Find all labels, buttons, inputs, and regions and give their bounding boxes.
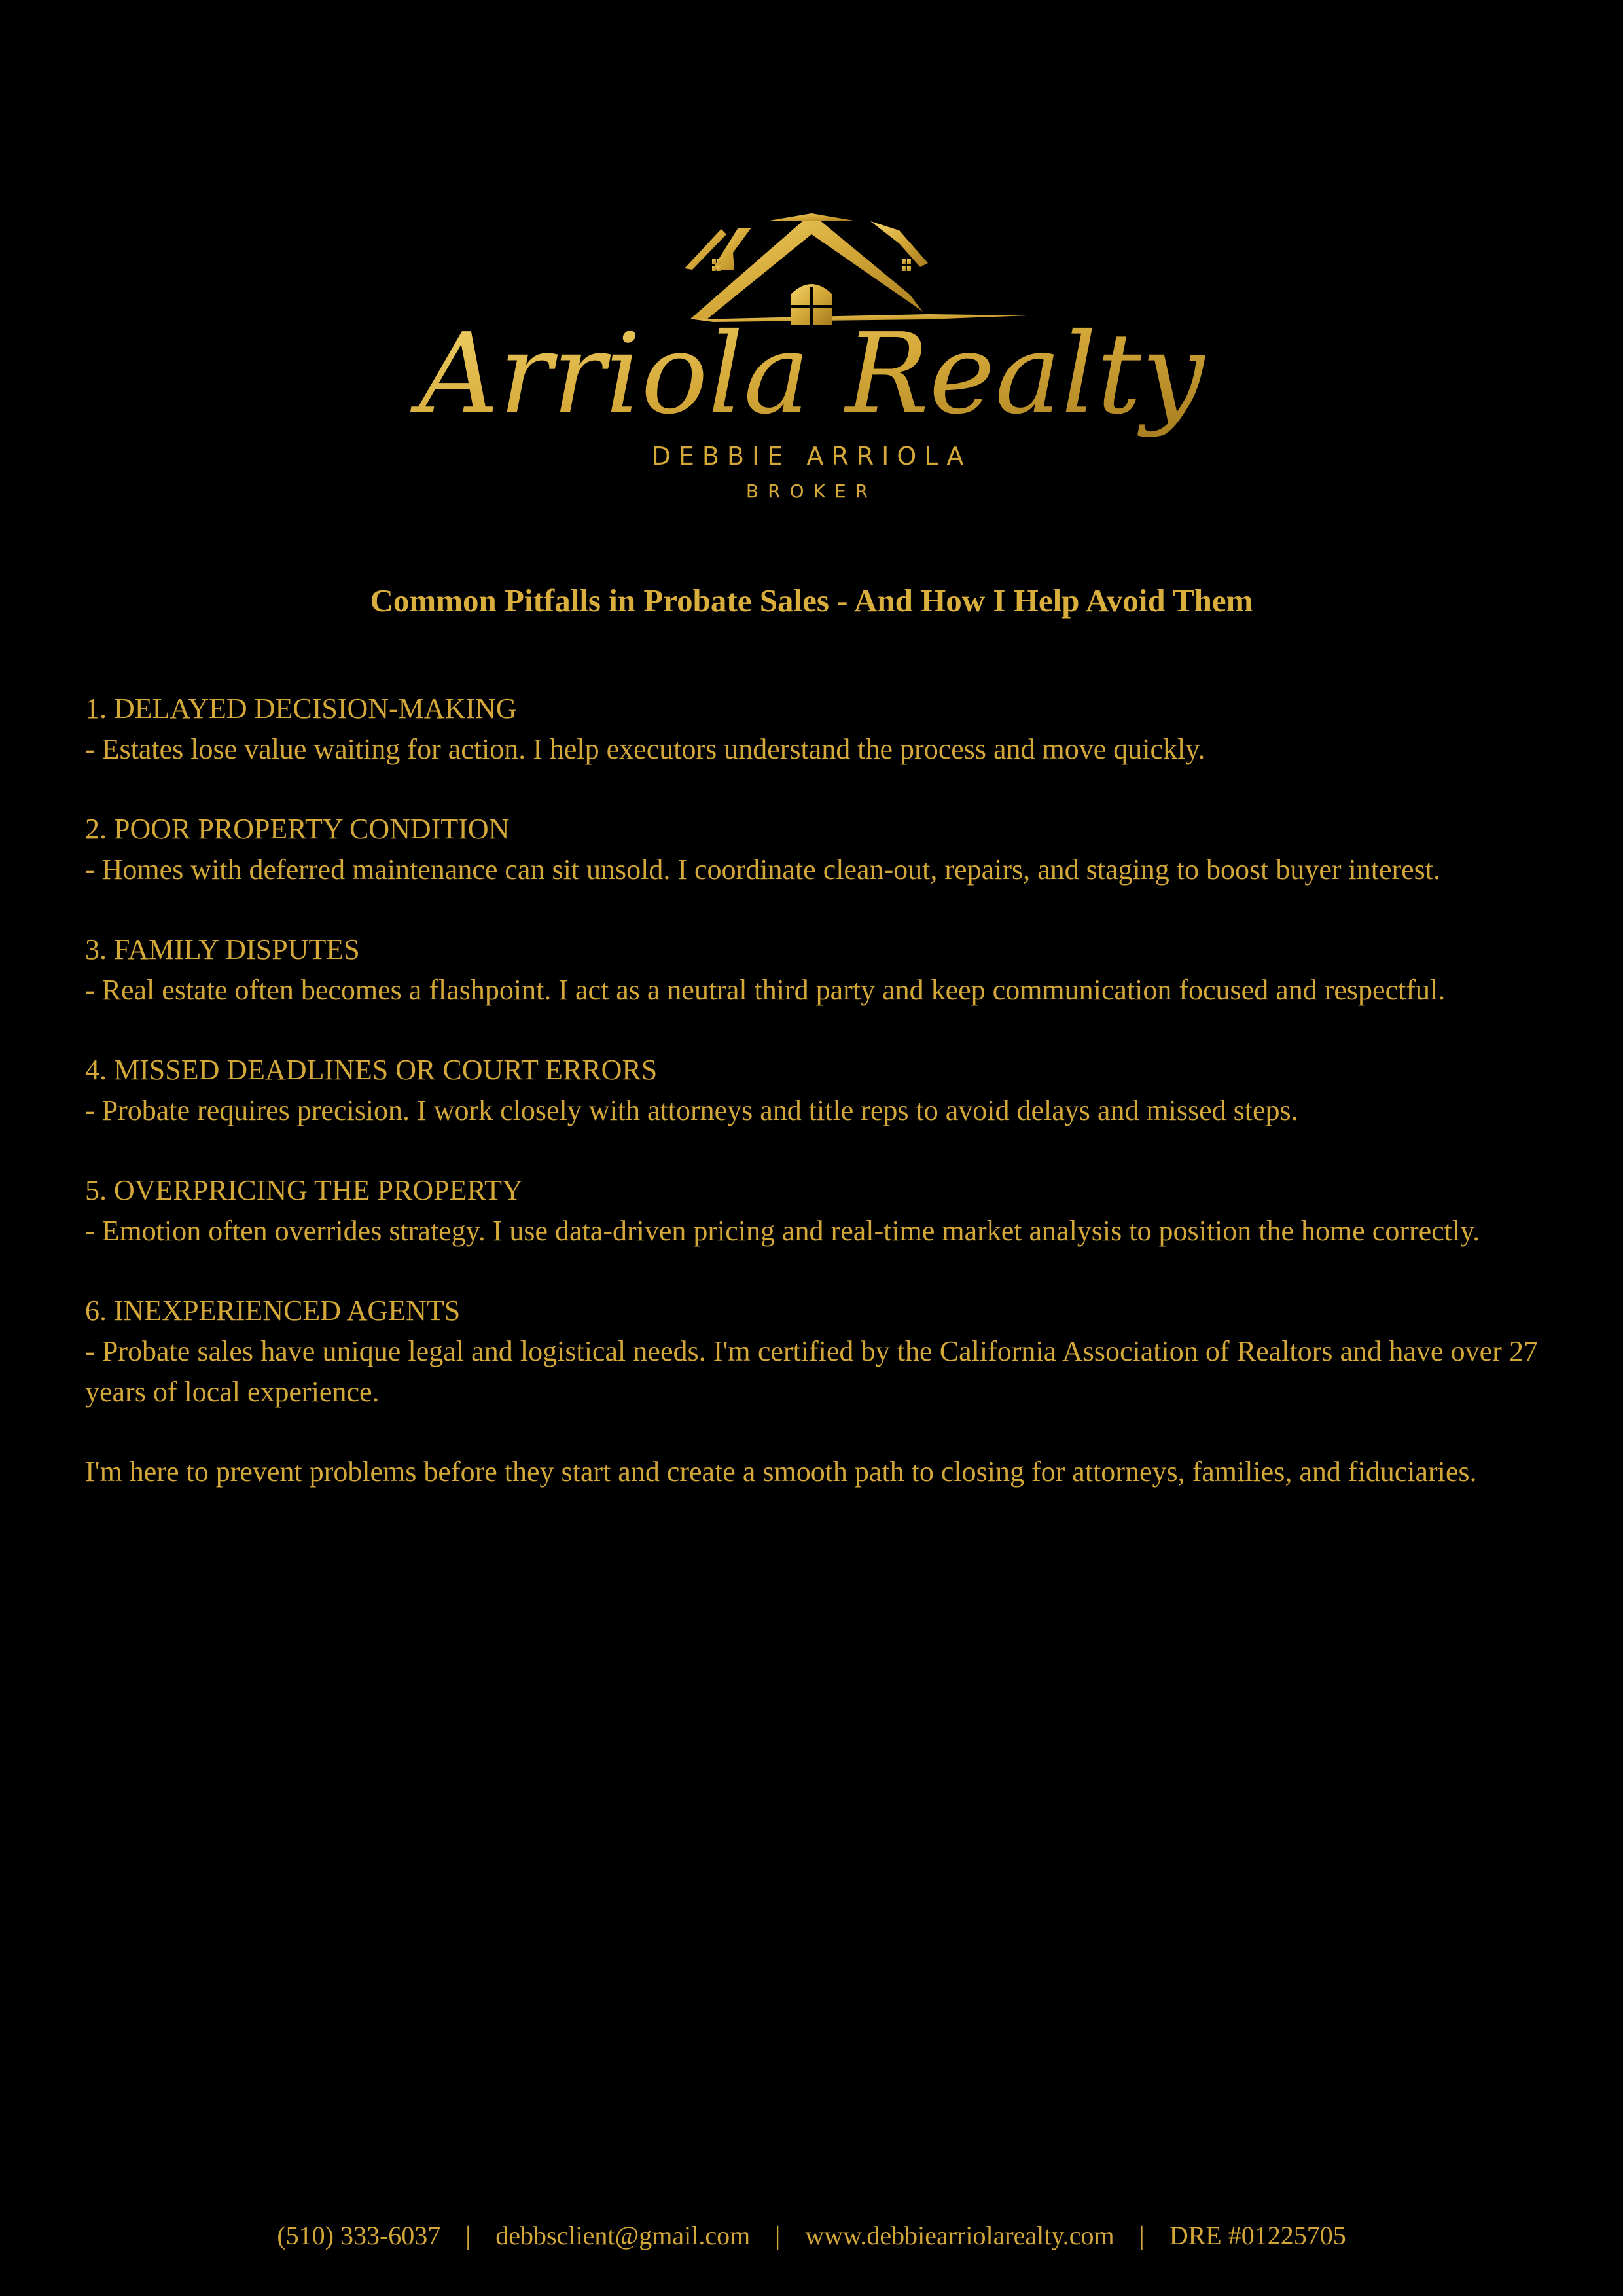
pitfall-heading: 2. POOR PROPERTY CONDITION — [85, 813, 510, 845]
pitfall-item — [85, 1170, 1538, 1251]
pitfall-body: - Homes with deferred maintenance can sit unsold. I coordinate clean-out, repairs, and staging to boost buyer interest. — [85, 853, 1441, 886]
house-roof-icon — [685, 213, 1027, 325]
pitfall-item — [85, 1291, 1538, 1412]
pitfall-item — [85, 1050, 1538, 1131]
pitfall-heading: 5. OVERPRICING THE PROPERTY — [85, 1174, 523, 1206]
pitfall-heading: 4. MISSED DEADLINES OR COURT ERRORS — [85, 1054, 658, 1086]
pitfall-body: - Estates lose value waiting for action. I help executors understand the process and move quickly. — [85, 733, 1205, 765]
logo-role: BROKER — [745, 480, 878, 502]
pitfall-body: - Probate sales have unique legal and logistical needs. I'm certified by the California Association of Realtors and have over 27 years of local experience. — [85, 1335, 1538, 1408]
footer-email[interactable]: debbsclient@gmail.com — [495, 2221, 751, 2250]
pitfall-item — [85, 929, 1538, 1011]
footer-separator: | — [465, 2221, 471, 2250]
pitfall-heading: 6. INEXPERIENCED AGENTS — [85, 1295, 461, 1327]
logo — [0, 196, 1623, 511]
closing-statement: I'm here to prevent problems before they start and create a smooth path to closing for attorneys, families, and fiduciaries. — [85, 1456, 1477, 1488]
footer-license: DRE #01225705 — [1169, 2221, 1346, 2250]
footer-phone[interactable]: (510) 333-6037 — [277, 2221, 441, 2250]
pitfall-body: - Real estate often becomes a flashpoint. I act as a neutral third party and keep communication focused and respectful. — [85, 974, 1446, 1006]
page-title: Common Pitfalls in Probate Sales - And How I Help Avoid Them — [370, 583, 1253, 619]
pitfalls-list — [85, 689, 1538, 1492]
footer-contact — [0, 2217, 1623, 2254]
pitfall-item — [85, 689, 1538, 770]
logo-name: DEBBIE ARRIOLA — [651, 442, 972, 471]
footer-separator: | — [775, 2221, 781, 2250]
logo-brand: Arriola Realty — [418, 310, 1205, 439]
pitfall-heading: 3. FAMILY DISPUTES — [85, 933, 360, 965]
pitfall-item — [85, 809, 1538, 890]
pitfall-body: - Emotion often overrides strategy. I use data-driven pricing and real-time market analysis to position the home correctly. — [85, 1215, 1480, 1247]
pitfall-heading: 1. DELAYED DECISION-MAKING — [85, 692, 517, 725]
footer-separator: | — [1139, 2221, 1145, 2250]
pitfall-body: - Probate requires precision. I work closely with attorneys and title reps to avoid delays and missed steps. — [85, 1094, 1298, 1126]
arriola-realty-logo — [418, 196, 1205, 511]
footer-website[interactable]: www.debbiearriolarealty.com — [805, 2221, 1115, 2250]
